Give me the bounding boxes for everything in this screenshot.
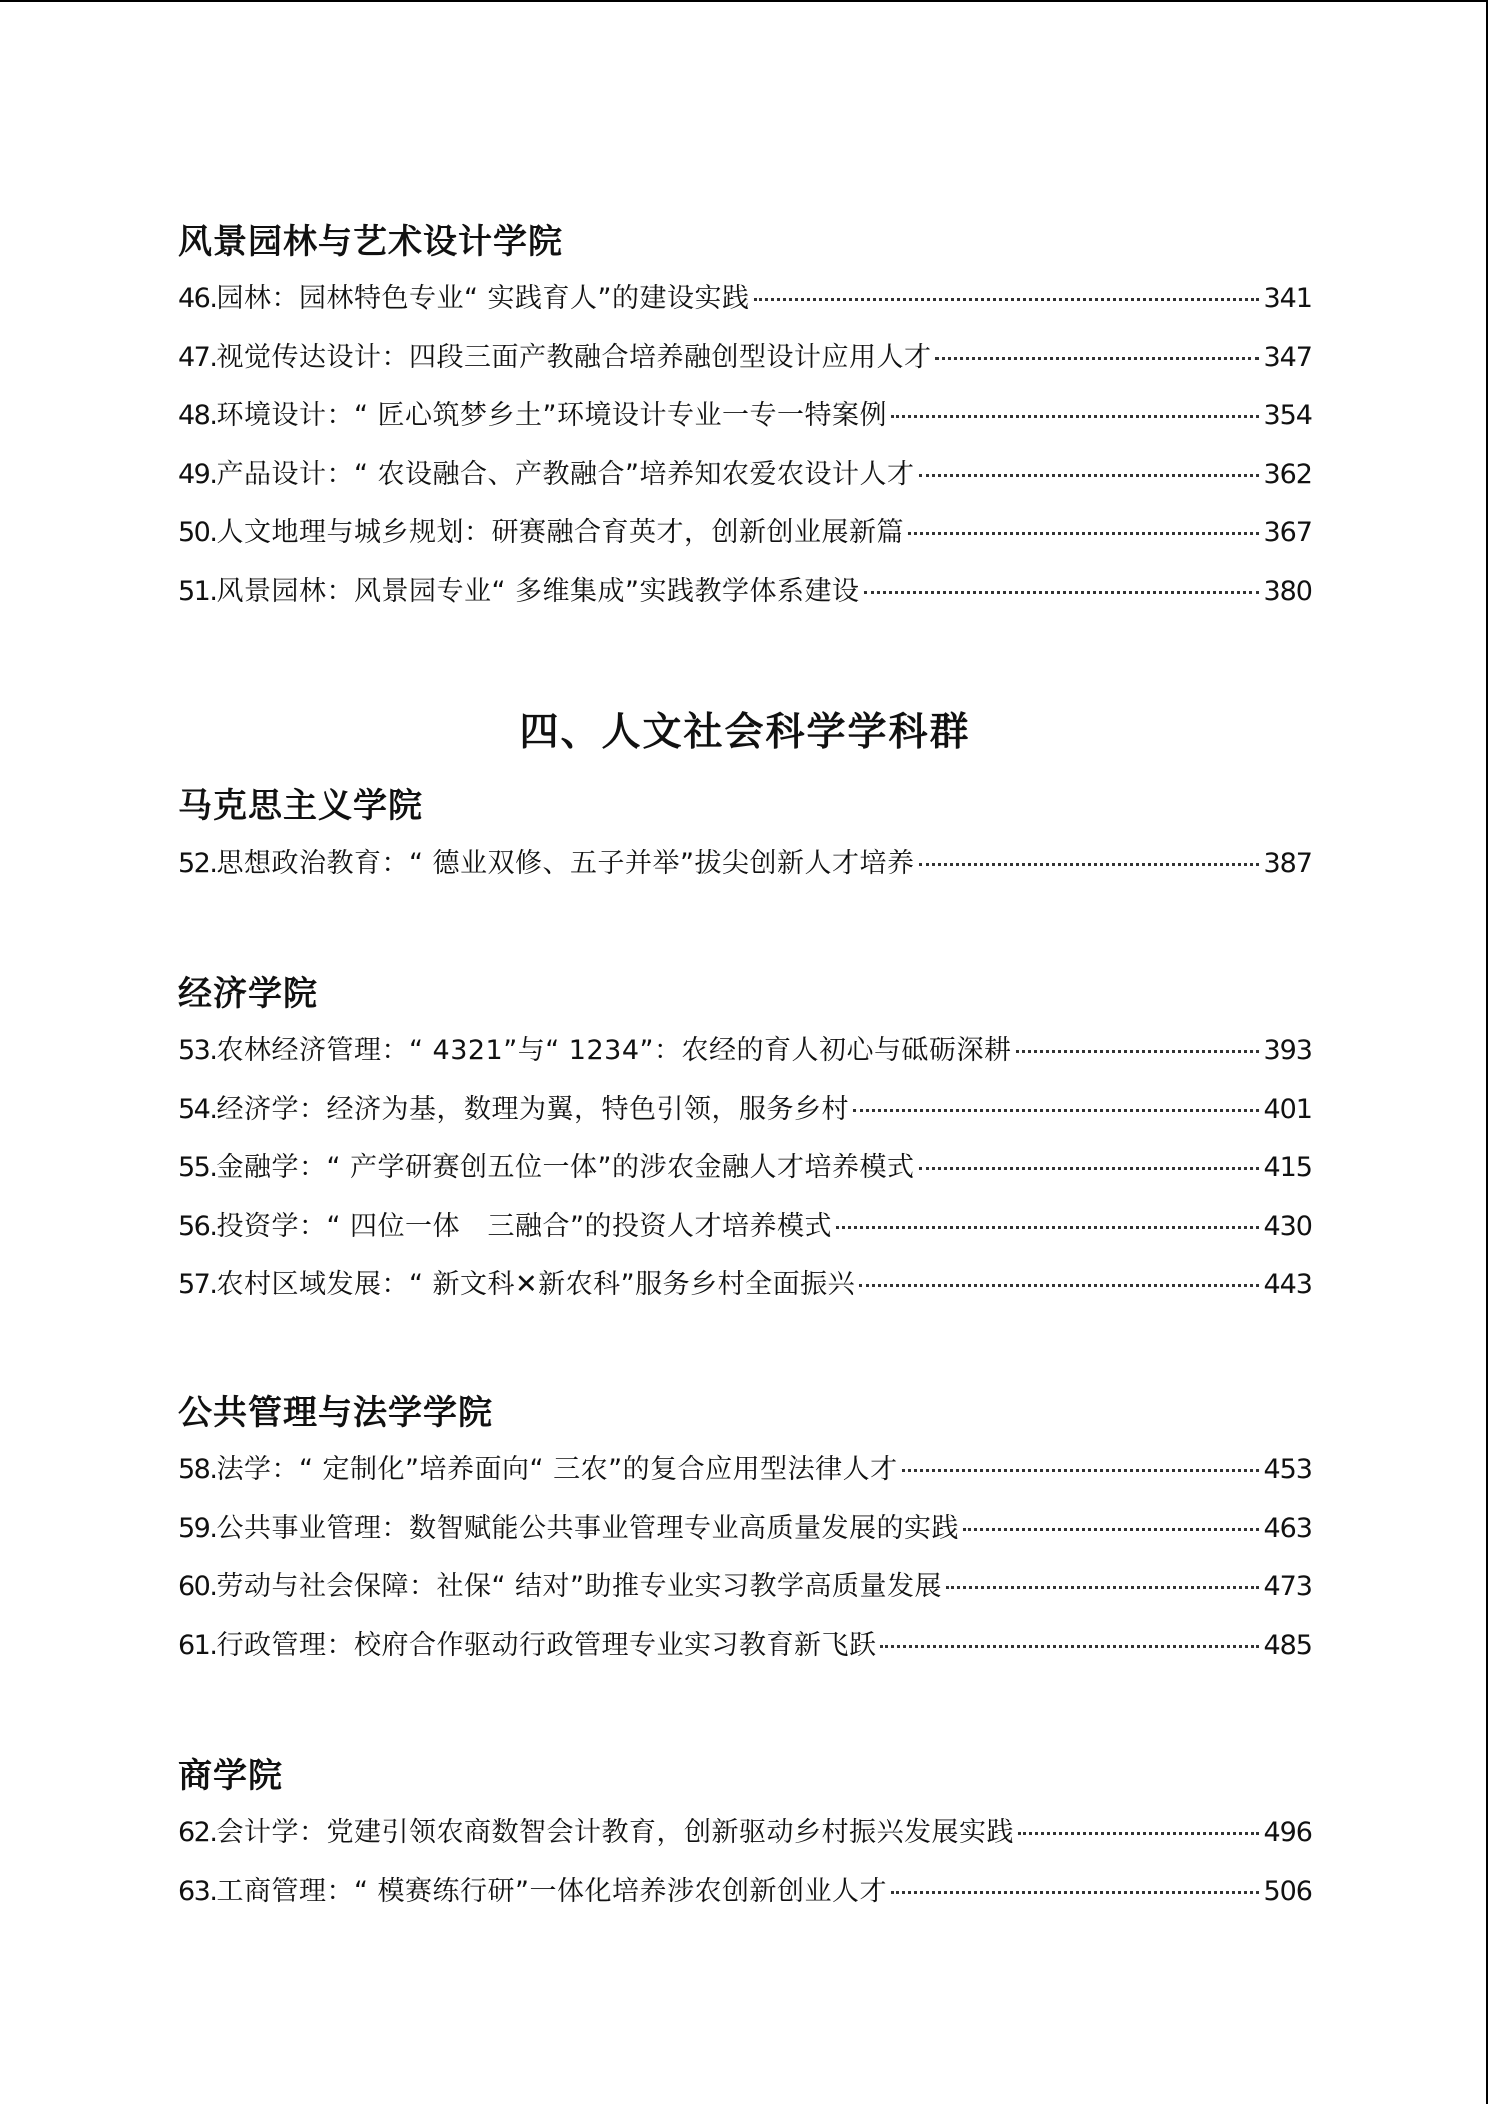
dot-leader xyxy=(836,1212,1259,1229)
dot-leader xyxy=(935,343,1259,360)
toc-entry-title: 经济学：经济为基，数理为翼，特色引领，服务乡村 xyxy=(216,1094,849,1125)
dot-leader xyxy=(1016,1036,1260,1053)
dot-leader xyxy=(919,1153,1260,1170)
part-heading: 四、人文社会科学学科群 xyxy=(519,710,971,755)
toc-entry-title: 金融学：“ 产学研赛创五位一体”的涉农金融人才培养模式 xyxy=(216,1152,915,1183)
dot-leader xyxy=(946,1572,1259,1589)
toc-entry-page: 347 xyxy=(1263,342,1312,373)
toc-entry[interactable] xyxy=(178,1145,1312,1191)
dot-leader xyxy=(853,1095,1260,1112)
toc-entry[interactable] xyxy=(178,452,1312,498)
toc-entry[interactable] xyxy=(178,1204,1312,1250)
section-heading: 公共管理与法学学院 xyxy=(178,1393,493,1433)
toc-entry-number: 58. xyxy=(178,1454,217,1485)
toc-entry-page: 387 xyxy=(1263,848,1312,879)
section-heading: 风景园林与艺术设计学院 xyxy=(178,222,563,262)
toc-entry-page: 463 xyxy=(1263,1513,1312,1544)
toc-entry-title: 环境设计：“ 匠心筑梦乡土”环境设计专业一专一特案例 xyxy=(216,400,888,431)
toc-entry[interactable] xyxy=(178,569,1312,615)
toc-entry[interactable] xyxy=(178,1087,1312,1133)
toc-entry[interactable] xyxy=(178,276,1312,322)
toc-entry-number: 56. xyxy=(178,1211,217,1242)
toc-entry-number: 55. xyxy=(178,1152,217,1183)
toc-entry-title: 农林经济管理：“ 4321”与“ 1234”：农经的育人初心与砥砺深耕 xyxy=(216,1035,1012,1066)
toc-entry-title: 会计学：党建引领农商数智会计教育，创新驱动乡村振兴发展实践 xyxy=(216,1817,1014,1848)
toc-entry[interactable] xyxy=(178,510,1312,556)
section-heading: 商学院 xyxy=(178,1756,283,1796)
toc-entry-number: 54. xyxy=(178,1094,217,1125)
toc-entry-page: 453 xyxy=(1263,1454,1312,1485)
toc-entry-number: 60. xyxy=(178,1571,217,1602)
toc-entry-number: 62. xyxy=(178,1817,217,1848)
dot-leader xyxy=(1018,1818,1260,1835)
dot-leader xyxy=(902,1455,1260,1472)
toc-entry-title: 投资学：“ 四位一体 三融合”的投资人才培养模式 xyxy=(216,1211,833,1242)
toc-entry[interactable] xyxy=(178,1623,1312,1669)
toc-entry[interactable] xyxy=(178,393,1312,439)
toc-entry-page: 393 xyxy=(1263,1035,1312,1066)
toc-entry[interactable] xyxy=(178,1564,1312,1610)
dot-leader xyxy=(919,460,1260,477)
toc-entry-title: 工商管理：“ 模赛练行研”一体化培养涉农创新创业人才 xyxy=(216,1876,888,1907)
toc-entry[interactable] xyxy=(178,841,1312,887)
toc-entry-number: 46. xyxy=(178,283,217,314)
toc-entry-page: 506 xyxy=(1263,1876,1312,1907)
toc-entry-page: 443 xyxy=(1263,1269,1312,1300)
dot-leader xyxy=(908,518,1260,535)
toc-entry-number: 63. xyxy=(178,1876,217,1907)
toc-entry-page: 473 xyxy=(1263,1571,1312,1602)
toc-entry-title: 公共事业管理：数智赋能公共事业管理专业高质量发展的实践 xyxy=(216,1513,959,1544)
toc-entry-page: 367 xyxy=(1263,517,1312,548)
toc-entry-page: 362 xyxy=(1263,459,1312,490)
toc-entry[interactable] xyxy=(178,335,1312,381)
page-border-top xyxy=(0,0,1488,2)
toc-entry-number: 50. xyxy=(178,517,217,548)
toc-entry-page: 496 xyxy=(1263,1817,1312,1848)
toc-entry-title: 农村区域发展：“ 新文科✕新农科”服务乡村全面振兴 xyxy=(216,1269,856,1300)
toc-entry-page: 341 xyxy=(1263,283,1312,314)
dot-leader xyxy=(880,1631,1259,1648)
toc-entry[interactable] xyxy=(178,1028,1312,1074)
toc-entry-page: 401 xyxy=(1263,1094,1312,1125)
toc-entry-number: 49. xyxy=(178,459,217,490)
toc-entry-title: 园林：园林特色专业“ 实践育人”的建设实践 xyxy=(216,283,750,314)
toc-entry-title: 思想政治教育：“ 德业双修、五子并举”拔尖创新人才培养 xyxy=(216,848,915,879)
toc-entry-page: 415 xyxy=(1263,1152,1312,1183)
section-heading: 经济学院 xyxy=(178,974,318,1014)
toc-entry[interactable] xyxy=(178,1506,1312,1552)
toc-entry-page: 380 xyxy=(1263,576,1312,607)
toc-entry-title: 法学：“ 定制化”培养面向“ 三农”的复合应用型法律人才 xyxy=(216,1454,898,1485)
dot-leader xyxy=(754,284,1260,301)
dot-leader xyxy=(864,577,1260,594)
toc-entry-number: 48. xyxy=(178,400,217,431)
section-heading: 马克思主义学院 xyxy=(178,786,423,826)
toc-entry-number: 52. xyxy=(178,848,217,879)
dot-leader xyxy=(891,1877,1259,1894)
toc-entry-page: 430 xyxy=(1263,1211,1312,1242)
toc-entry-page: 354 xyxy=(1263,400,1312,431)
toc-entry-number: 61. xyxy=(178,1630,217,1661)
toc-entry-title: 视觉传达设计：四段三面产教融合培养融创型设计应用人才 xyxy=(216,342,932,373)
toc-entry-number: 51. xyxy=(178,576,217,607)
toc-entry-title: 行政管理：校府合作驱动行政管理专业实习教育新飞跃 xyxy=(216,1630,877,1661)
toc-entry-page: 485 xyxy=(1263,1630,1312,1661)
toc-entry-number: 59. xyxy=(178,1513,217,1544)
toc-entry-title: 产品设计：“ 农设融合、产教融合”培养知农爱农设计人才 xyxy=(216,459,915,490)
toc-entry-number: 47. xyxy=(178,342,217,373)
toc-entry-title: 风景园林：风景园专业“ 多维集成”实践教学体系建设 xyxy=(216,576,860,607)
dot-leader xyxy=(919,849,1260,866)
toc-entry[interactable] xyxy=(178,1447,1312,1493)
toc-entry-title: 人文地理与城乡规划：研赛融合育英才，创新创业展新篇 xyxy=(216,517,904,548)
toc-entry[interactable] xyxy=(178,1262,1312,1308)
toc-entry-title: 劳动与社会保障：社保“ 结对”助推专业实习教学高质量发展 xyxy=(216,1571,943,1602)
dot-leader xyxy=(859,1270,1259,1287)
toc-entry[interactable] xyxy=(178,1869,1312,1915)
dot-leader xyxy=(963,1514,1260,1531)
toc-entry-number: 57. xyxy=(178,1269,217,1300)
dot-leader xyxy=(891,401,1259,418)
toc-entry[interactable] xyxy=(178,1810,1312,1856)
toc-entry-number: 53. xyxy=(178,1035,217,1066)
